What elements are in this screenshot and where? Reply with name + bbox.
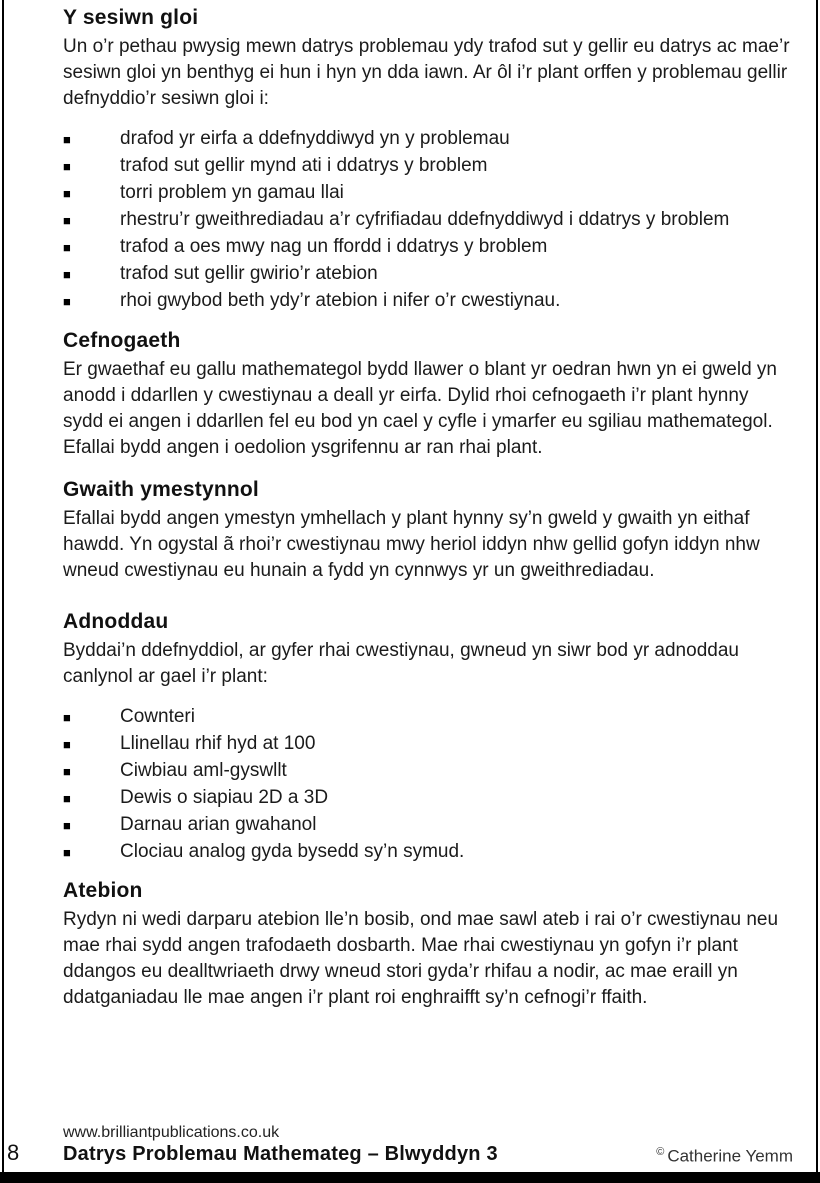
section-heading: Y sesiwn gloi xyxy=(63,6,199,29)
list-item-text: rhestru’r gweithrediadau a’r cyfrifiadau ddefnyddiwyd i ddatrys y broblem xyxy=(120,209,730,230)
list-item xyxy=(63,180,793,207)
list-item-text: drafod yr eirfa a ddefnyddiwyd yn y problemau xyxy=(120,128,510,149)
page-bottom-bar xyxy=(0,1172,820,1183)
square-bullet-icon: ■ xyxy=(63,240,71,255)
list-item-text: rhoi gwybod beth ydy’r atebion i nifer o’r cwestiynau. xyxy=(120,290,561,311)
footer-copyright xyxy=(656,1146,793,1167)
bullet-list xyxy=(63,704,793,866)
square-bullet-icon: ■ xyxy=(63,213,71,228)
copyright-symbol: © xyxy=(656,1146,665,1158)
list-item xyxy=(63,812,793,839)
square-bullet-icon: ■ xyxy=(63,132,71,147)
page-number: 8 xyxy=(7,1140,20,1165)
section-resources xyxy=(63,608,793,866)
list-item xyxy=(63,758,793,785)
list-item-text: Clociau analog gyda bysedd sy’n symud. xyxy=(120,841,465,862)
list-item-text: Cownteri xyxy=(120,706,195,727)
list-item xyxy=(63,153,793,180)
section-paragraph: Rydyn ni wedi darparu atebion lle’n bosib, ond mae sawl ateb i rai o’r cwestiynau neu mae rhai sydd angen trafodaeth dosbarth. Mae rhai cwestiynau yn gofyn i’r plant ddangos eu dealltwriaeth drwy wneud stori gyda’r rhifau a nodir, ac mae eraill yn ddatganiadau lle mae angen i’r plant roi enghraifft sy’n cefnogi’r ffaith. xyxy=(63,909,779,1008)
page-content xyxy=(63,4,793,1011)
page-border-left xyxy=(2,0,4,1183)
square-bullet-icon: ■ xyxy=(63,710,71,725)
square-bullet-icon: ■ xyxy=(63,186,71,201)
list-item xyxy=(63,839,793,866)
list-item xyxy=(63,126,793,153)
square-bullet-icon: ■ xyxy=(63,791,71,806)
list-item xyxy=(63,288,793,315)
list-item-text: trafod sut gellir mynd ati i ddatrys y broblem xyxy=(120,155,488,176)
list-item xyxy=(63,704,793,731)
section-support xyxy=(63,327,793,461)
list-item xyxy=(63,261,793,288)
section-paragraph: Byddai’n ddefnyddiol, ar gyfer rhai cwestiynau, gwneud yn siwr bod yr adnoddau canlynol ar gael i’r plant: xyxy=(63,640,739,687)
list-item xyxy=(63,207,793,234)
section-heading: Cefnogaeth xyxy=(63,329,181,352)
list-item-text: trafod a oes mwy nag un ffordd i ddatrys y broblem xyxy=(120,236,548,257)
section-heading: Atebion xyxy=(63,879,143,902)
list-item xyxy=(63,731,793,758)
list-item xyxy=(63,785,793,812)
section-answers xyxy=(63,877,793,1011)
square-bullet-icon: ■ xyxy=(63,159,71,174)
section-heading: Adnoddau xyxy=(63,610,169,633)
copyright-author: Catherine Yemm xyxy=(667,1146,793,1166)
list-item-text: torri problem yn gamau llai xyxy=(120,182,344,203)
list-item-text: Darnau arian gwahanol xyxy=(120,814,317,835)
square-bullet-icon: ■ xyxy=(63,845,71,860)
square-bullet-icon: ■ xyxy=(63,737,71,752)
section-paragraph: Er gwaethaf eu gallu mathemategol bydd llawer o blant yr oedran hwn yn ei gweld yn anodd i ddarllen y cwestiynau a deall yr eirfa. Dylid rhoi cefnogaeth i’r plant hynny sydd ei angen i ddarllen fel eu bod yn cael y cyfle i ymarfer eu sgiliau mathemategol. Efallai bydd angen i oedolion ysgrifennu ar ran rhai plant. xyxy=(63,359,777,458)
list-item-text: Ciwbiau aml-gyswllt xyxy=(120,760,287,781)
list-item xyxy=(63,234,793,261)
bullet-list xyxy=(63,126,793,315)
footer-book-title: Datrys Problemau Mathemateg – Blwyddyn 3 xyxy=(63,1143,498,1165)
list-item-text: Dewis o siapiau 2D a 3D xyxy=(120,787,329,808)
footer-website-url: www.brilliantpublications.co.uk xyxy=(63,1124,280,1141)
section-heading: Gwaith ymestynnol xyxy=(63,478,259,501)
square-bullet-icon: ■ xyxy=(63,764,71,779)
list-item-text: Llinellau rhif hyd at 100 xyxy=(120,733,316,754)
section-paragraph: Un o’r pethau pwysig mewn datrys problemau ydy trafod sut y gellir eu datrys ac mae’r sesiwn gloi yn benthyg ei hun i hyn yn dda iawn. Ar ôl i’r plant orffen y problemau gellir defnyddio’r sesiwn gloi i: xyxy=(63,36,790,109)
square-bullet-icon: ■ xyxy=(63,267,71,282)
square-bullet-icon: ■ xyxy=(63,294,71,309)
section-paragraph: Efallai bydd angen ymestyn ymhellach y plant hynny sy’n gweld y gwaith yn eithaf hawdd. Yn ogystal ã rhoi’r cwestiynau mwy heriol iddyn nhw gellid gofyn iddyn nhw wneud cwestiynau eu hunain a fydd yn cynnwys yr un gweithrediadau. xyxy=(63,508,760,581)
page-border-right xyxy=(816,0,818,1183)
square-bullet-icon: ■ xyxy=(63,818,71,833)
section-extension-work xyxy=(63,476,793,584)
list-item-text: trafod sut gellir gwirio’r atebion xyxy=(120,263,378,284)
section-closing-session xyxy=(63,4,793,315)
